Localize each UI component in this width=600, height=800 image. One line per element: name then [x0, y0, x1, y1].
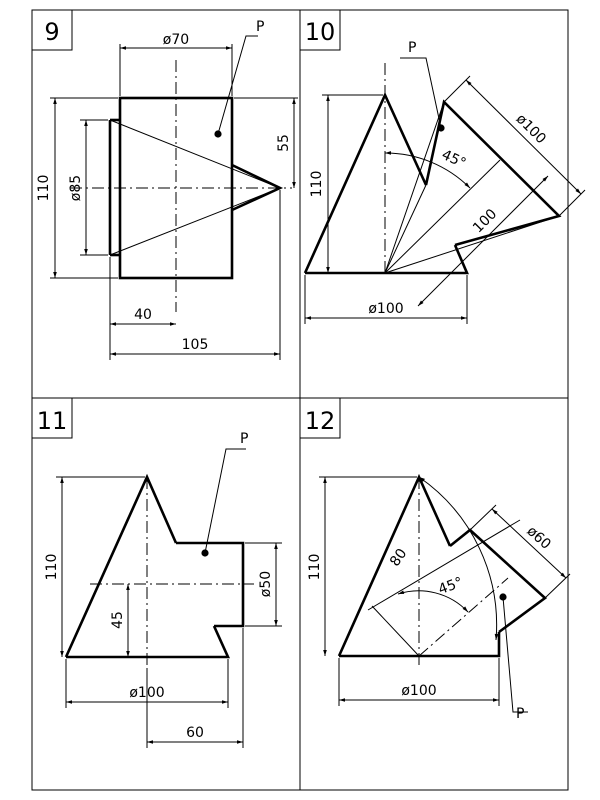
dim-branch-diameter: ø50 — [258, 570, 274, 598]
dim-height: 110 — [307, 553, 323, 581]
cone-outline-left — [66, 477, 176, 657]
panel-number-box — [300, 398, 340, 438]
panel-number: 12 — [304, 407, 336, 435]
cone-side-bottom — [110, 188, 280, 255]
point-p-label: P — [256, 19, 265, 35]
dim-offset: 45 — [110, 611, 126, 629]
dim-height: 110 — [36, 174, 52, 202]
panel-number: 11 — [36, 407, 68, 435]
panel-12 — [300, 398, 570, 722]
dim-angle: 45° — [436, 574, 466, 599]
point-p-label: P — [240, 431, 249, 447]
panel-11 — [32, 398, 282, 748]
panel-9 — [32, 10, 298, 360]
dim-branch-diameter: ø60 — [523, 523, 554, 553]
dim-diameter-cone: ø85 — [68, 174, 84, 202]
dim-height: 110 — [44, 553, 60, 581]
point-p-label: P — [408, 40, 417, 56]
dim-bottom: 60 — [186, 725, 204, 741]
panel-10 — [300, 10, 585, 324]
dim-length: 80 — [387, 545, 411, 570]
dim-base-diameter: ø100 — [129, 685, 165, 701]
dim-bottom-short: 40 — [134, 307, 152, 323]
dim-bottom-long: 105 — [181, 337, 209, 353]
point-p-label: P — [516, 706, 525, 722]
dim-branch-diameter: ø100 — [512, 111, 549, 148]
dim-right: 55 — [276, 134, 292, 152]
panel-number-box — [32, 10, 72, 50]
cone-side-top — [110, 120, 280, 188]
dim-length: 100 — [470, 206, 501, 237]
panel-number-box — [32, 398, 72, 438]
dim-height: 110 — [309, 170, 325, 198]
panel-number: 9 — [44, 18, 60, 46]
dim-diameter-top: ø70 — [162, 32, 190, 48]
panel-number-box — [300, 10, 340, 50]
dim-angle: 45° — [439, 146, 469, 172]
dim-base-diameter: ø100 — [401, 683, 437, 699]
panel-number: 10 — [304, 18, 336, 46]
dim-base-diameter: ø100 — [368, 301, 404, 317]
